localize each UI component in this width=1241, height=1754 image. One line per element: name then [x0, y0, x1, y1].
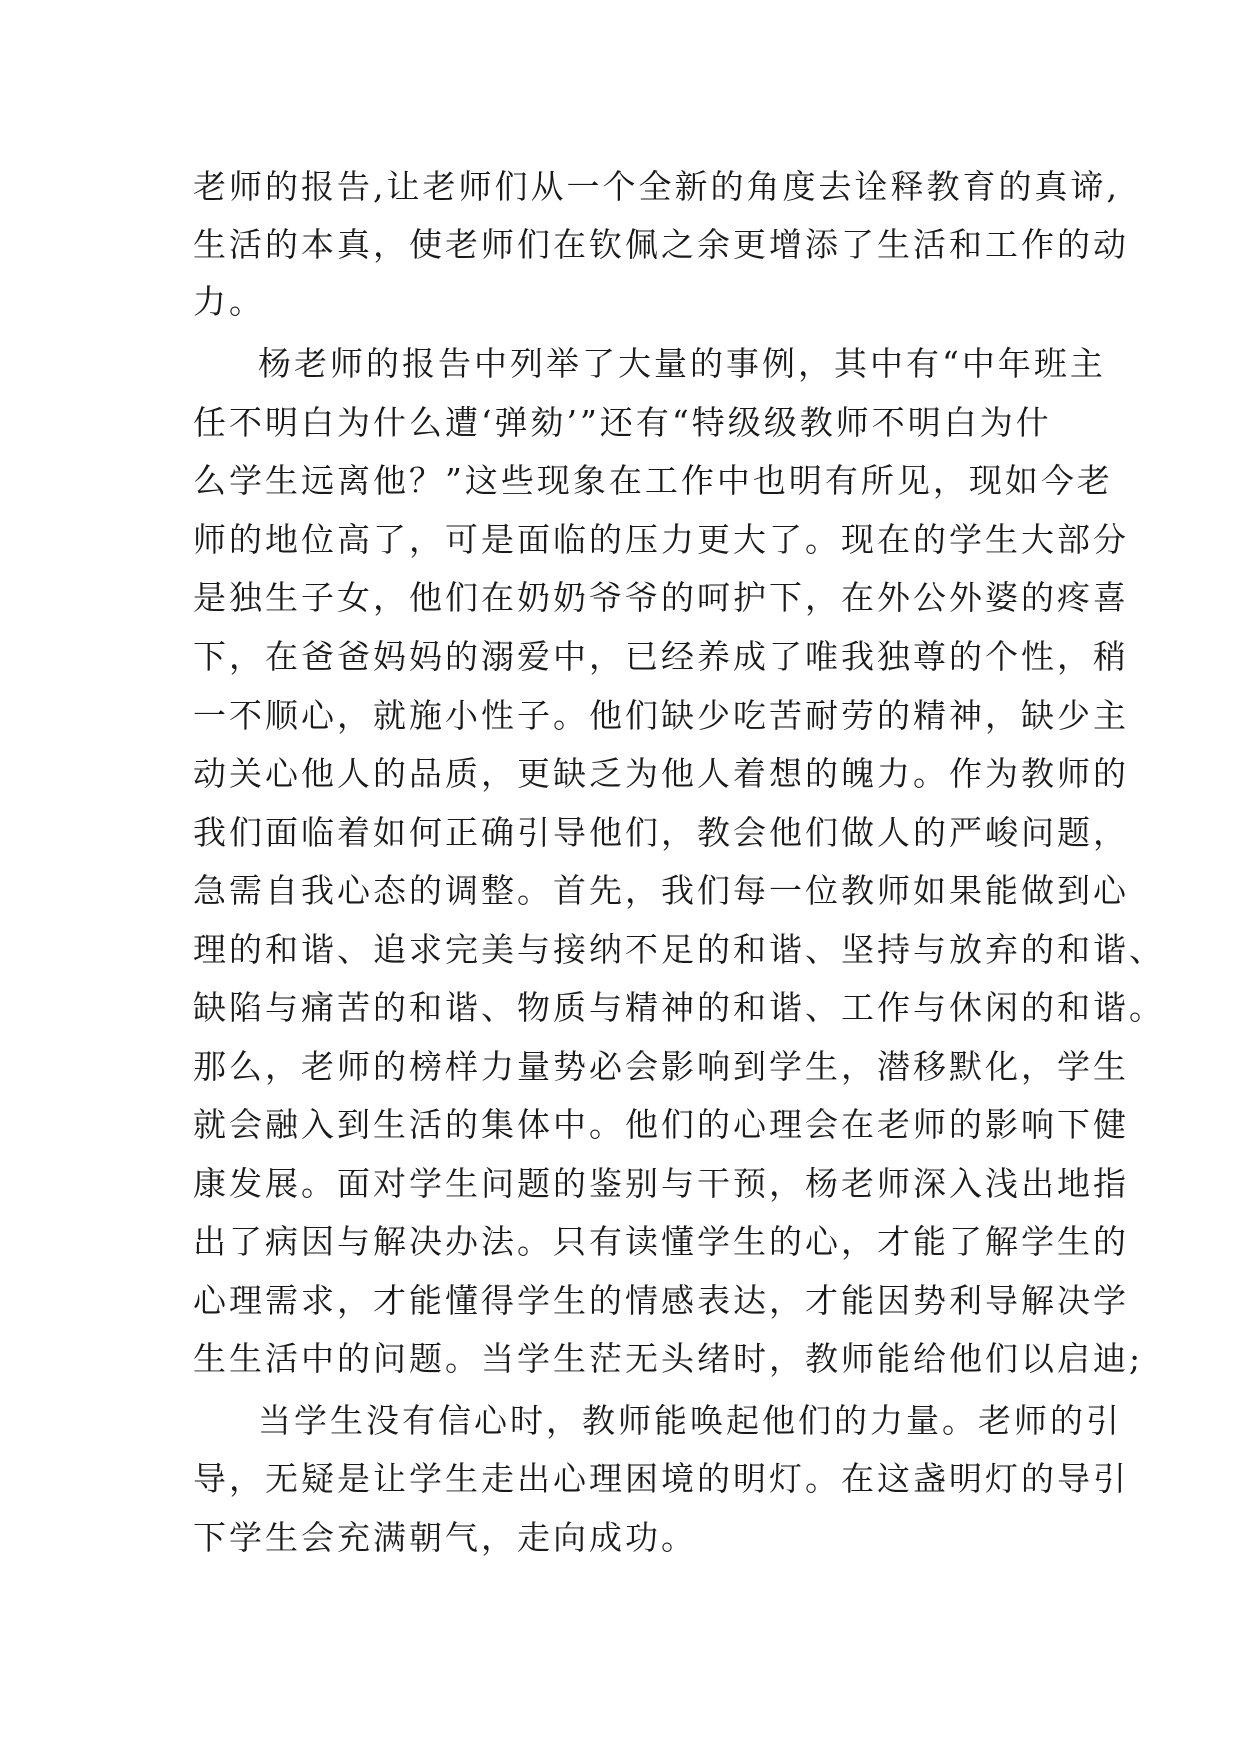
text-line: 一不顺心，就施小性子。他们缺少吃苦耐劳的精神，缺少主 — [193, 696, 1129, 735]
text-line: 就会融入到生活的集体中。他们的心理会在老师的影响下健 — [193, 1105, 1129, 1144]
paragraph-first-line: 杨老师的报告中列举了大量的事例，其中有“中年班主 — [258, 344, 1106, 383]
text-line: 老师的报告,让老师们从一个全新的角度去诠释教育的真谛, — [193, 167, 1120, 206]
text-line: 动关心他人的品质，更缺乏为他人着想的魄力。作为教师的 — [193, 754, 1129, 793]
text-line: 下，在爸爸妈妈的溺爱中，已经养成了唯我独尊的个性，稍 — [193, 637, 1129, 676]
text-line: 那么，老师的榜样力量势必会影响到学生，潜移默化，学生 — [193, 1047, 1129, 1086]
text-line: 导，无疑是让学生走出心理困境的明灯。在这盏明灯的导引 — [193, 1459, 1129, 1498]
text-line: 心理需求，才能懂得学生的情感表达，才能因势利导解决学 — [193, 1281, 1129, 1320]
text-line: 是独生子女，他们在奶奶爷爷的呵护下，在外公外婆的疼喜 — [193, 578, 1129, 617]
text-line: 出了病因与解决办法。只有读懂学生的心，才能了解学生的 — [193, 1222, 1129, 1261]
text-line: 我们面临着如何正确引导他们，教会他们做人的严峻问题， — [193, 813, 1129, 852]
text-line: 生生活中的问题。当学生茫无头绪时，教师能给他们以启迪; — [193, 1339, 1144, 1378]
text-line: 急需自我心态的调整。首先，我们每一位教师如果能做到心 — [193, 871, 1129, 910]
text-line: 理的和谐、追求完美与接纳不足的和谐、坚持与放弃的和谐、 — [193, 930, 1165, 969]
text-line: 师的地位高了，可是面临的压力更大了。现在的学生大部分 — [193, 520, 1129, 559]
text-line: 生活的本真，使老师们在钦佩之余更增添了生活和工作的动 — [193, 225, 1129, 264]
text-line: 么学生远离他？”这些现象在工作中也明有所见，现如今老 — [193, 461, 1113, 500]
text-line: 任不明白为什么遭‘弹劾’”还有“特级级教师不明白为什 — [193, 403, 1052, 442]
paragraph-first-line: 当学生没有信心时，教师能唤起他们的力量。老师的引 — [258, 1401, 1122, 1440]
text-line: 下学生会充满朝气，走向成功。 — [193, 1518, 697, 1557]
text-line: 力。 — [193, 282, 265, 321]
text-line: 缺陷与痛苦的和谐、物质与精神的和谐、工作与休闲的和谐。 — [193, 988, 1165, 1027]
text-line: 康发展。面对学生问题的鉴别与干预，杨老师深入浅出地指 — [193, 1164, 1129, 1203]
